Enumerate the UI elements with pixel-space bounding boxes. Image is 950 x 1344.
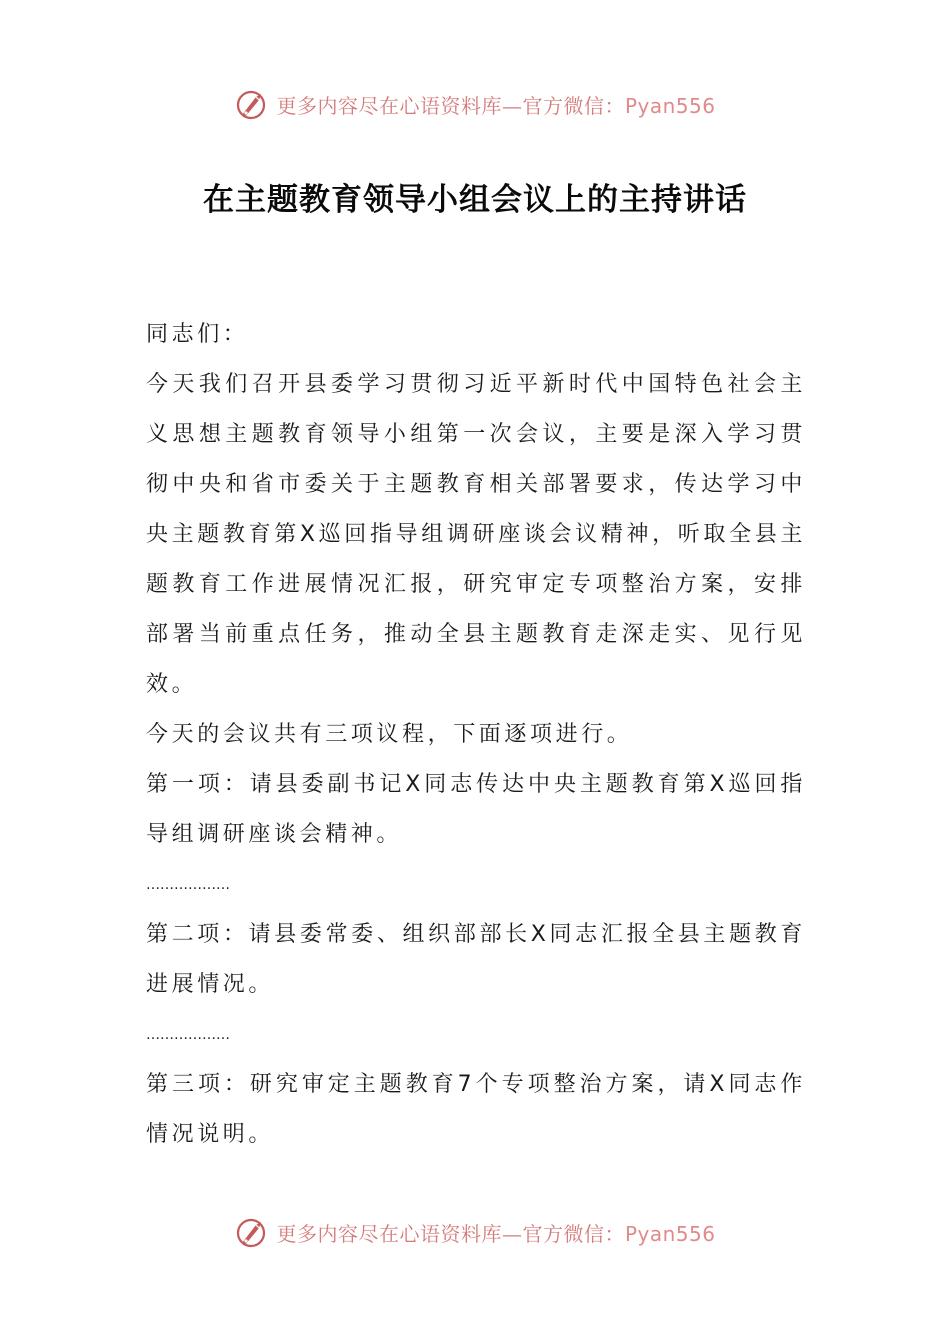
pen-nib-circle-icon [234, 1214, 270, 1250]
pen-nib-circle-icon [234, 86, 270, 122]
agenda-item-2: 第二项：请县委常委、组织部部长X同志汇报全县主题教育进展情况。 [146, 922, 806, 997]
agenda-item-1: 第一项：请县委副书记X同志传达中央主题教育第X巡回指导组调研座谈会精神。 [146, 772, 806, 847]
watermark-wechat-label: 官方微信： [522, 93, 625, 118]
header-watermark-banner [0, 84, 950, 124]
salutation: 同志们： [146, 322, 249, 347]
ellipsis-separator: ……………… [146, 877, 230, 893]
watermark-site-name: 更多内容尽在心语资料库 [276, 93, 502, 118]
agenda-item-3: 第三项：研究审定主题教育7个专项整治方案，请X同志作情况说明。 [146, 1072, 806, 1147]
ellipsis-separator: ……………… [146, 1027, 230, 1043]
watermark-dash: — [501, 93, 523, 118]
document-body [146, 310, 806, 1160]
paragraph-agenda: 今天的会议共有三项议程，下面逐项进行。 [146, 722, 633, 747]
watermark-site-name: 更多内容尽在心语资料库 [276, 1221, 502, 1246]
watermark-text [276, 1218, 715, 1247]
footer-watermark-banner [0, 1212, 950, 1252]
document-title: 在主题教育领导小组会议上的主持讲话 [203, 182, 747, 218]
watermark-wechat-label: 官方微信： [522, 1221, 625, 1246]
watermark-text [276, 90, 715, 119]
watermark-dash: — [501, 1221, 523, 1246]
watermark-wechat-id: Pyan556 [624, 93, 716, 118]
paragraph-intro: 今天我们召开县委学习贯彻习近平新时代中国特色社会主义思想主题教育领导小组第一次会议，主要是深入学习贯彻中央和省市委关于主题教育相关部署要求，传达学习中央主题教育第X巡回指导组调研座谈会议精神，听取全县主题教育工作进展情况汇报，研究审定专项整治方案，安排部署当前重点任务，推动全县主题教育走深走实、见行见效。 [146, 372, 806, 697]
watermark-wechat-id: Pyan556 [624, 1221, 716, 1246]
